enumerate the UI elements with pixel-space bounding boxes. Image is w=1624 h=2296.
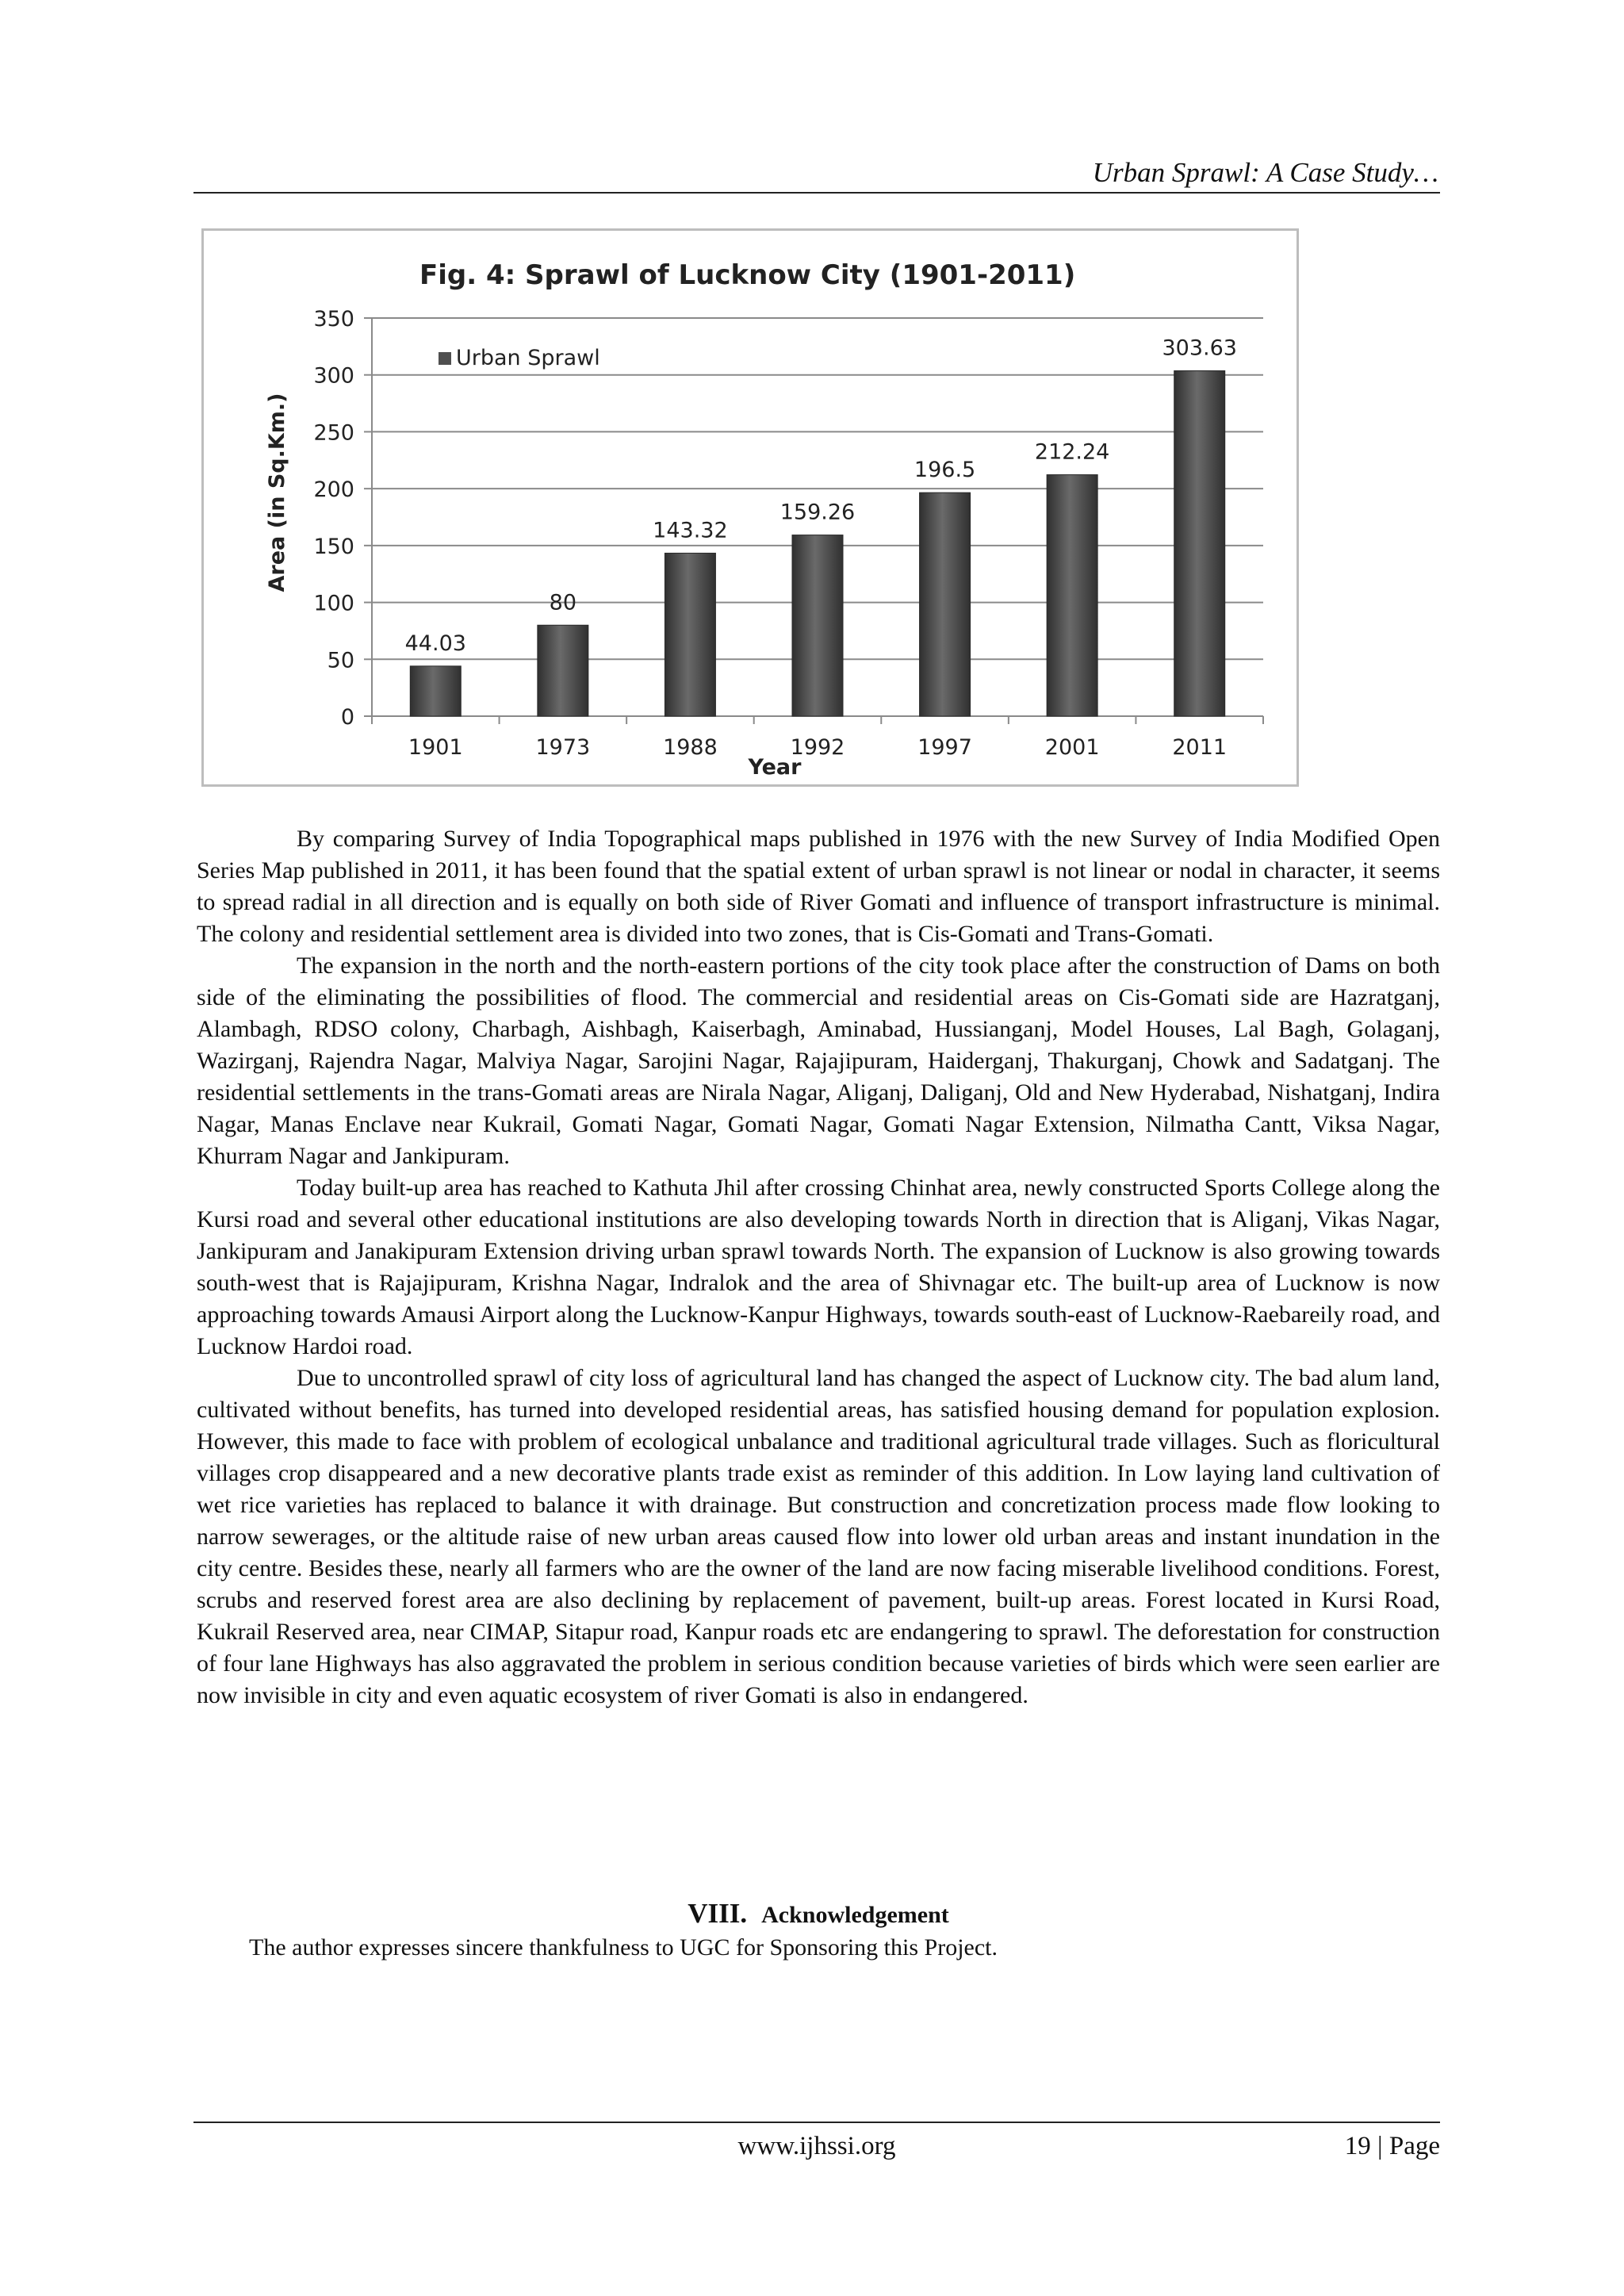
bar-1988 [665,553,715,716]
data-label: 44.03 [404,631,466,656]
y-tick-label: 150 [313,534,354,559]
legend-swatch [439,352,451,365]
x-axis-label: Year [748,755,802,780]
legend-label: Urban Sprawl [456,346,600,370]
bar-1973 [538,625,588,716]
data-label: 196.5 [914,458,976,483]
y-tick-label: 100 [313,591,354,616]
chart-title: Fig. 4: Sprawl of Lucknow City (1901-2011) [419,259,1076,291]
y-tick-label: 250 [313,420,354,446]
bar-chart [204,231,1297,784]
paragraph: The expansion in the north and the north-eastern portions of the city took place after the construction of Dams on both side of the eliminating the possibilities of flood. The commercial and residential areas on Cis-Gomati side are Hazratganj, Alambagh, RDSO colony, Charbagh, Aishbagh, Kaiserbagh, Aminabad, Hussianganj, Model Houses, Lal Bagh, Golaganj, Wazirganj, Rajendra Nagar, Malviya Nagar, Sarojini Nagar, Rajajipuram, Haiderganj, Thakurganj, Chowk and Sadatganj. The residential settlements in the trans-Gomati areas are Nirala Nagar, Aliganj, Daliganj, Old and New Hyderabad, Nishatganj, Indira Nagar, Manas Enclave near Kukrail, Gomati Nagar, Gomati Nagar, Gomati Nagar Extension, Nilmatha Cantt, Viksa Nagar, Khurram Nagar and Jankipuram. [197,953,1440,1169]
y-tick-label: 200 [313,477,354,503]
section-heading [197,1898,1440,1935]
data-label: 159.26 [779,500,856,525]
running-head: Urban Sprawl: A Case Study… [1092,157,1438,188]
section-title: Acknowledgement [761,1902,949,1928]
y-tick-label: 300 [313,363,354,389]
x-tick-label: 1901 [408,735,463,760]
acknowledgement-text: The author expresses sincere thankfulness to UGC for Sponsoring this Project. [249,1934,998,1961]
x-tick-label: 1992 [790,735,845,760]
footer-page-number: 19 | Page [1344,2132,1440,2160]
bar-1901 [410,666,461,716]
x-tick-label: 1973 [535,735,591,760]
data-label: 80 [549,590,577,615]
y-tick-label: 0 [340,705,354,730]
footer-rule [193,2122,1440,2123]
body-text [197,823,1440,1711]
bar-1992 [792,535,843,716]
header-rule [193,192,1440,194]
paragraph: By comparing Survey of India Topographical maps published in 1976 with the new Survey of India Modified Open Series Map published in 2011, it has been found that the spatial extent of urban sprawl is not linear or nodal in character, it seems to spread radial in all direction and is equally on both side of River Gomati and influence of transport infrastructure is minimal. The colony and residential settlement area is divided into two zones, that is Cis-Gomati and Trans-Gomati. [197,826,1440,947]
footer-url: www.ijhssi.org [737,2132,896,2160]
x-tick-label: 1988 [663,735,718,760]
section-number: VIII. [688,1898,748,1929]
x-tick-label: 2001 [1044,735,1100,760]
data-label: 303.63 [1162,335,1237,361]
bar-2001 [1047,475,1097,716]
y-tick-label: 350 [313,307,354,332]
bar-1997 [920,493,971,716]
paragraph: Due to uncontrolled sprawl of city loss of agricultural land has changed the aspect of Lucknow city. The bad alum land, cultivated without benefits, has turned into developed residential areas, has satisfied housing demand for population explosion. However, this made to face with problem of ecological unbalance and traditional agricultural trade villages. Such as floricultural villages crop disappeared and a new decorative plants trade exist as reminder of this addition. In Low laying land cultivation of wet rice varieties has replaced to balance it with drainage. But construction and concretization process made flow looking to narrow sewerages, or the altitude raise of new urban areas caused flow into lower old urban areas and instant inundation in the city centre. Besides these, nearly all farmers who are the owner of the land are now facing miserable livelihood conditions. Forest, scrubs and reserved forest area are also declining by replacement of pavement, built-up areas. Forest located in Kursi Road, Kukrail Reserved area, near CIMAP, Sitapur road, Kanpur roads etc are endangering to sprawl. The deforestation for construction of four lane Highways has also aggravated the problem in serious condition because varieties of birds which were seen earlier are now invisible in city and even aquatic ecosystem of river Gomati is also in endangered. [197,1365,1440,1708]
data-label: 212.24 [1034,439,1110,465]
chart-figure [201,228,1299,787]
paragraph: Today built-up area has reached to Kathuta Jhil after crossing Chinhat area, newly constructed Sports College along the Kursi road and several other educational institutions are also developing towards North in direction that is Aliganj, Vikas Nagar, Jankipuram and Janakipuram Extension driving urban sprawl towards North. The expansion of Lucknow is also growing towards south-west that is Rajajipuram, Krishna Nagar, Indralok and the area of Shivnagar etc. The built-up area of Lucknow is now approaching towards Amausi Airport along the Lucknow-Kanpur Highways, towards south-east of Lucknow-Raebareily road, and Lucknow Hardoi road. [197,1175,1440,1359]
x-tick-label: 2011 [1172,735,1228,760]
y-axis-label: Area (in Sq.Km.) [265,393,289,592]
y-tick-label: 50 [327,648,354,673]
bar-2011 [1174,371,1225,716]
data-label: 143.32 [653,518,728,543]
x-tick-label: 1997 [917,735,972,760]
